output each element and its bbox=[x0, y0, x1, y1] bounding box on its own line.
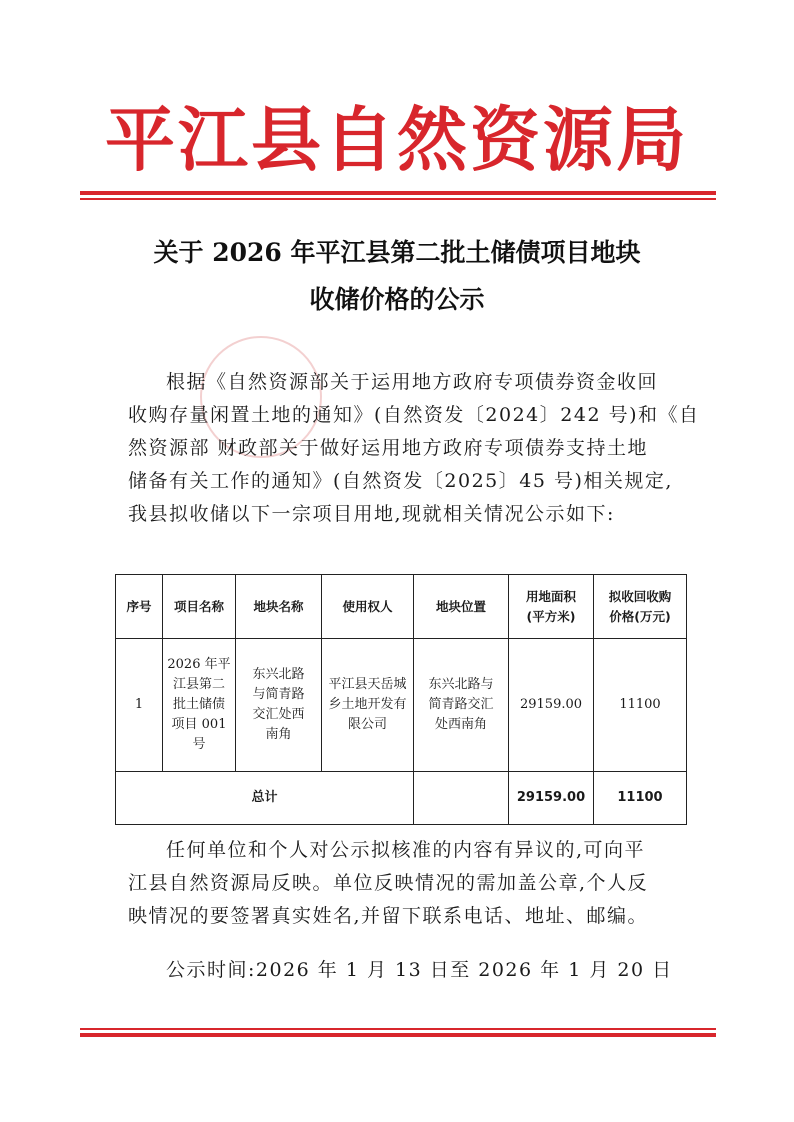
publicity-period-text: 公示时间:2026 年 1 月 13 日至 2026 年 1 月 20 日 bbox=[166, 959, 673, 981]
cell-line: 东兴北路与 bbox=[428, 677, 494, 692]
cell-line: 限公司 bbox=[347, 717, 387, 732]
header-seq: 序号 bbox=[116, 575, 163, 639]
cell-line: 平江县天岳城 bbox=[328, 677, 407, 692]
cell-seq: 1 bbox=[116, 639, 163, 772]
table-total-row bbox=[116, 772, 687, 825]
cell-line: 处西南角 bbox=[434, 717, 487, 732]
header-price-line1: 拟收回收购 bbox=[608, 588, 672, 604]
cell-owner bbox=[322, 639, 414, 772]
paragraph-line: 根据《自然资源部关于运用地方政府专项债券资金收回 bbox=[166, 371, 659, 393]
paragraph-line: 映情况的要签署真实姓名,并留下联系电话、地址、邮编。 bbox=[128, 905, 649, 927]
cell-line: 项目 001 号 bbox=[171, 717, 227, 752]
header-area bbox=[509, 575, 594, 639]
paragraph-line: 储备有关工作的通知》(自然资发〔2025〕45 号)相关规定, bbox=[128, 470, 673, 492]
bottom-red-rule-thin bbox=[80, 1028, 716, 1030]
document-title-line2: 收储价格的公示 bbox=[309, 285, 485, 314]
cell-line: 南角 bbox=[265, 727, 292, 742]
header-area-line1: 用地面积 bbox=[525, 588, 576, 604]
cell-location bbox=[414, 639, 509, 772]
top-red-rule-thick bbox=[80, 191, 716, 195]
header-area-line2: (平方米) bbox=[526, 608, 576, 624]
cell-line: 简青路交汇 bbox=[428, 697, 494, 712]
total-label: 总计 bbox=[116, 772, 414, 825]
header-project-name: 项目名称 bbox=[163, 575, 236, 639]
cell-line: 与简青路 bbox=[252, 687, 305, 702]
cell-project-name bbox=[163, 639, 236, 772]
header-parcel-name: 地块名称 bbox=[236, 575, 322, 639]
total-price: 11100 bbox=[594, 772, 687, 825]
masthead-title: 平江县自然资源局 bbox=[105, 98, 689, 181]
table-row bbox=[116, 639, 687, 772]
bottom-red-rule-thick bbox=[80, 1033, 716, 1037]
cell-price: 11100 bbox=[594, 639, 687, 772]
header-owner: 使用权人 bbox=[322, 575, 414, 639]
cell-line: 东兴北路 bbox=[252, 667, 305, 682]
paragraph-line: 我县拟收储以下一宗项目用地,现就相关情况公示如下: bbox=[128, 503, 615, 525]
body-paragraph-2 bbox=[128, 834, 688, 933]
cell-line: 2026 年平 bbox=[167, 657, 231, 672]
top-red-rule-thin bbox=[80, 198, 716, 200]
paragraph-line: 收购存量闲置土地的通知》(自然资发〔2024〕242 号)和《自 bbox=[128, 404, 700, 426]
header-location: 地块位置 bbox=[414, 575, 509, 639]
paragraph-line: 然资源部 财政部关于做好运用地方政府专项债券支持土地 bbox=[128, 437, 649, 459]
cell-line: 批土储债 bbox=[172, 697, 225, 712]
cell-line: 乡土地开发有 bbox=[328, 697, 407, 712]
body-paragraph-1 bbox=[128, 366, 700, 531]
total-area: 29159.00 bbox=[509, 772, 594, 825]
header-price-line2: 价格(万元) bbox=[609, 608, 671, 624]
publicity-period bbox=[128, 954, 688, 987]
land-parcel-table bbox=[115, 574, 687, 825]
header-price bbox=[594, 575, 687, 639]
cell-parcel-name bbox=[236, 639, 322, 772]
cell-line: 交汇处西 bbox=[252, 707, 305, 722]
paragraph-line: 任何单位和个人对公示拟核准的内容有异议的,可向平 bbox=[166, 839, 646, 861]
paragraph-line: 江县自然资源局反映。单位反映情况的需加盖公章,个人反 bbox=[128, 872, 649, 894]
cell-line: 江县第二 bbox=[172, 677, 225, 692]
total-empty-cell bbox=[414, 772, 509, 825]
cell-area: 29159.00 bbox=[509, 639, 594, 772]
table-header-row bbox=[116, 575, 687, 639]
document-title-line1: 关于 2026 年平江县第二批土储债项目地块 bbox=[153, 238, 641, 267]
